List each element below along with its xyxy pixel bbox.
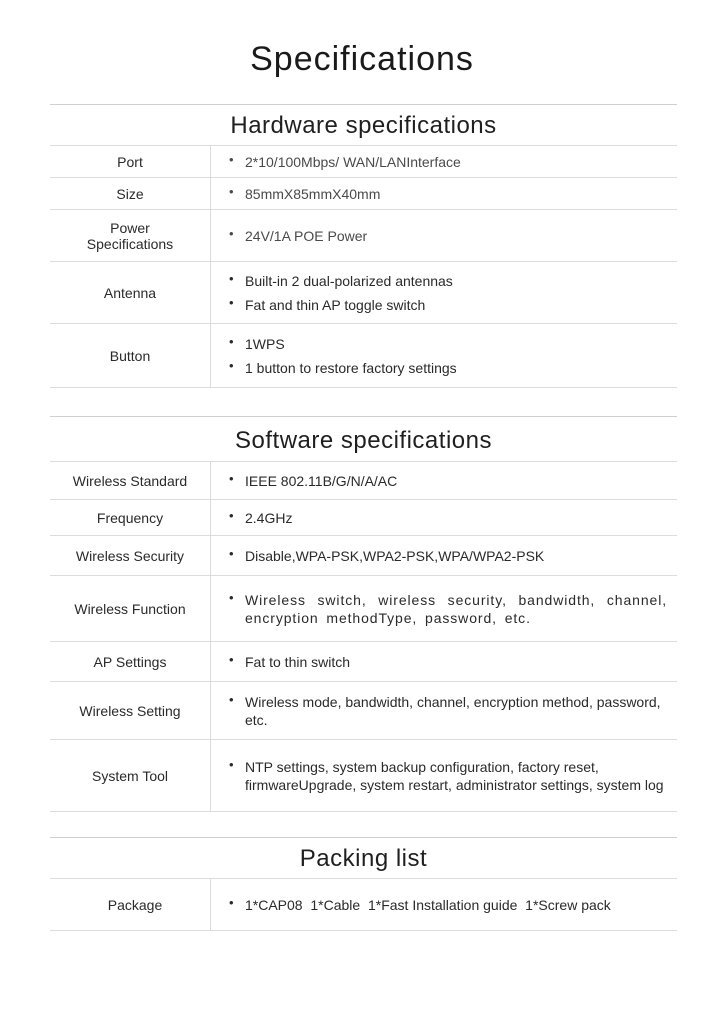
- list-item: [229, 896, 667, 914]
- list-item: [229, 185, 667, 203]
- spec-values: [211, 210, 677, 261]
- spec-value: NTP settings, system backup configuration, factory reset, firmwareUpgrade, system restart, administrator settings, system log: [245, 758, 664, 793]
- list-item: [229, 758, 667, 794]
- bullet-icon: •: [229, 225, 234, 241]
- list-item: [229, 653, 667, 671]
- bullet-icon: •: [229, 151, 234, 167]
- table-row: [50, 740, 677, 812]
- bullet-icon: •: [229, 270, 234, 286]
- page-title: Specifications: [250, 40, 474, 78]
- list-item: [229, 591, 667, 627]
- bullet-icon: •: [229, 357, 234, 373]
- spec-values: [211, 642, 677, 681]
- packing-heading: Packing list: [50, 837, 677, 879]
- table-row: [50, 178, 677, 210]
- list-item: [229, 509, 667, 527]
- spec-values: [211, 576, 677, 641]
- spec-value: Fat and thin AP toggle switch: [245, 296, 426, 313]
- spec-value: 2*10/100Mbps/ WAN/LANInterface: [245, 153, 461, 170]
- list-item: [229, 693, 667, 729]
- spec-label-frequency: Frequency: [50, 500, 211, 535]
- list-item: [229, 547, 667, 565]
- spec-value: 1 button to restore factory settings: [245, 359, 457, 376]
- software-section: [50, 416, 677, 812]
- spec-value: 2.4GHz: [245, 509, 293, 526]
- list-item: [229, 335, 667, 353]
- spec-value: Wireless switch, wireless security, bandwidth, channel, encryption methodType, password, etc.: [245, 591, 667, 626]
- spec-label-system-tool: System Tool: [50, 740, 211, 811]
- list-item: [229, 359, 667, 377]
- table-row: [50, 576, 677, 642]
- list-item: [229, 472, 667, 490]
- bullet-icon: •: [229, 894, 234, 910]
- bullet-icon: •: [229, 589, 234, 605]
- table-row: [50, 879, 677, 931]
- spec-values: [211, 682, 677, 739]
- spec-value: 24V/1A POE Power: [245, 227, 368, 244]
- bullet-icon: •: [229, 507, 234, 523]
- spec-label-wireless-function: Wireless Function: [50, 576, 211, 641]
- spec-value: Built-in 2 dual-polarized antennas: [245, 272, 453, 289]
- spec-label-wireless-security: Wireless Security: [50, 536, 211, 575]
- spec-label-antenna: Antenna: [50, 262, 211, 323]
- spec-value: Fat to thin switch: [245, 653, 351, 670]
- spec-values: [211, 536, 677, 575]
- list-item: [229, 296, 667, 314]
- spec-value: Disable,WPA-PSK,WPA2-PSK,WPA/WPA2-PSK: [245, 547, 545, 564]
- spec-value: IEEE 802.11B/G/N/A/AC: [245, 472, 398, 489]
- table-row: [50, 642, 677, 682]
- spec-values: [211, 262, 677, 323]
- bullet-icon: •: [229, 294, 234, 310]
- spec-label-package: Package: [50, 879, 211, 930]
- spec-values: [211, 740, 677, 811]
- list-item: [229, 227, 667, 245]
- list-item: [229, 272, 667, 290]
- spec-label-wireless-standard: Wireless Standard: [50, 462, 211, 499]
- spec-label-ap-settings: AP Settings: [50, 642, 211, 681]
- bullet-icon: •: [229, 183, 234, 199]
- spec-values: [211, 462, 677, 499]
- table-row: [50, 536, 677, 576]
- packing-section: [50, 837, 677, 931]
- bullet-icon: •: [229, 756, 234, 772]
- spec-values: [211, 324, 677, 387]
- list-item: [229, 153, 667, 171]
- table-row: [50, 682, 677, 740]
- spec-values: [211, 879, 677, 930]
- spec-value: 1WPS: [245, 335, 285, 352]
- spec-values: [211, 178, 677, 209]
- hardware-section: [50, 104, 677, 388]
- spec-label-wireless-setting: Wireless Setting: [50, 682, 211, 739]
- spec-values: [211, 146, 677, 177]
- table-row: [50, 500, 677, 536]
- table-row: [50, 262, 677, 324]
- bullet-icon: •: [229, 691, 234, 707]
- bullet-icon: •: [229, 651, 234, 667]
- spec-values: [211, 500, 677, 535]
- spec-value: 85mmX85mmX40mm: [245, 185, 381, 202]
- spec-value: Wireless mode, bandwidth, channel, encryption method, password, etc.: [245, 693, 661, 728]
- spec-label-port: Port: [50, 146, 211, 177]
- spec-label-size: Size: [50, 178, 211, 209]
- table-row: [50, 146, 677, 178]
- bullet-icon: •: [229, 333, 234, 349]
- table-row: [50, 210, 677, 262]
- software-heading: Software specifications: [50, 416, 677, 462]
- spec-label-button: Button: [50, 324, 211, 387]
- bullet-icon: •: [229, 470, 234, 486]
- spec-value: 1*CAP08 1*Cable 1*Fast Installation guide 1*Screw pack: [245, 896, 611, 913]
- table-row: [50, 324, 677, 388]
- bullet-icon: •: [229, 545, 234, 561]
- spec-label-power: Power Specifications: [50, 210, 211, 261]
- table-row: [50, 462, 677, 500]
- hardware-heading: Hardware specifications: [50, 104, 677, 146]
